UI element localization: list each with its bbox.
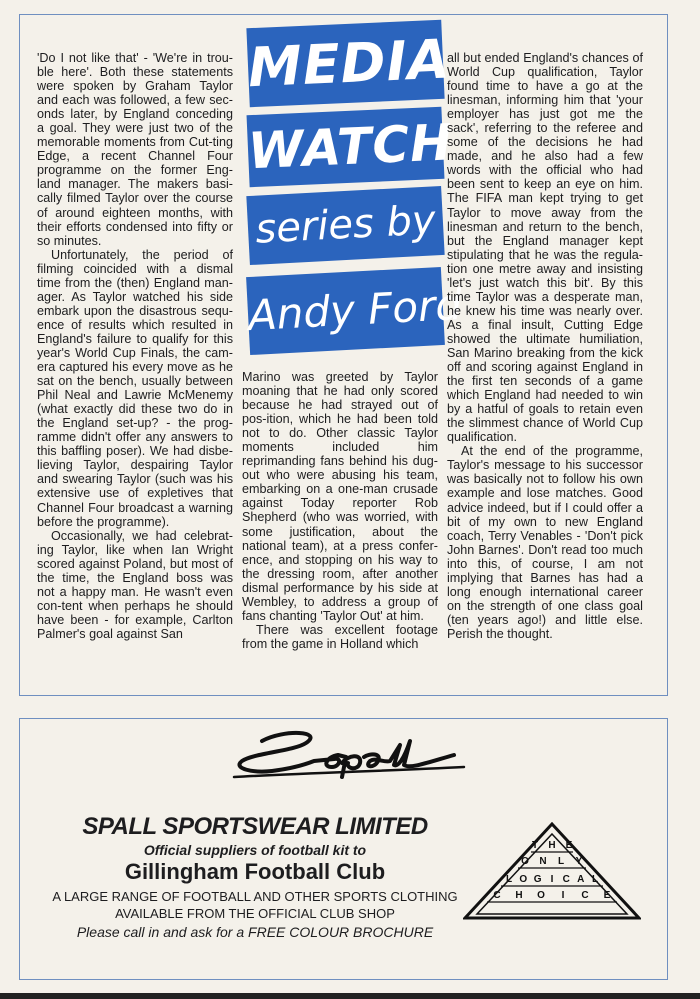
paragraph: Occasionally, we had celebrat-ing Taylor, like when Ian Wright scored against Poland, but most of the time, the England boss was not a happy man. He wasn't even con-tent when perhaps he should have been - for example, Carlton Palmer's goal against San <box>37 528 233 641</box>
article-column-3 <box>447 51 643 641</box>
triangle-letter: N <box>539 856 547 867</box>
range-line-2: AVAILABLE FROM THE OFFICIAL CLUB SHOP <box>115 906 395 921</box>
article-column-1 <box>37 51 233 641</box>
article-column-2 <box>242 370 438 651</box>
masthead-author: Andy Ford <box>246 267 445 355</box>
masthead-watch: WATCH <box>247 107 445 187</box>
brochure-call-line: Please call in and ask for a FREE COLOUR BROCHURE <box>76 924 434 940</box>
paragraph: Unfortunately, the period of filming coincided with a dismal time from the (then) England man-ager. As Taylor watched his side embark upon the disastrous sequ-ence of results which resulted in England's failure to qualify for this year's World Cup Finals, the cam-era captured his every move as he sat on the bench, usually between Phil Neal and Lawrie McMenemy (what exactly did these two do in the England set-up? - the prog-ramme didn't offer any answers to this baffling poser). We had disbe-lieving Taylor, despairing Taylor and swearing Taylor (such was his extensive use of expletives that Channel Four broadcast a warning before the programme). <box>37 247 233 529</box>
triangle-letter: C <box>493 890 501 901</box>
triangle-letter: E <box>603 890 611 901</box>
triangle-letter: C <box>581 890 589 901</box>
triangle-letter: T <box>531 840 539 851</box>
triangle-letter: O <box>537 890 545 901</box>
spall-signature-logo <box>214 727 474 797</box>
paragraph: At the end of the programme, Taylor's message to his successor was basically not to follow his own example and lose matches. Good advice indeed, but if I could offer a bit of my own to new England coach, Terry Venables - 'Don't pick John Barnes'. Don't read too much into this, of course, I am not implying that Barnes has had a long enough international career on the strength of one class goal (ten years ago!) and little else. Perish the thought. <box>447 444 643 641</box>
paragraph: Marino was greeted by Taylor moaning that he had only scored because he had strayed out of pos-ition, which he had been told not to do. Other classic Taylor moments included him reprimanding fans behind his dug-out who were abusing his team, embarking on a one-man crusade against Today reporter Rob Shepherd (who was worried, with some justification, about the national team), at a press confer-ence, and stopping on his way to the dressing room, after another dismal performance by his side at Wembley, to address a group of fans chanting 'Taylor Out' at him. <box>242 370 438 623</box>
triangle-letter: H <box>515 890 523 901</box>
paragraph: 'Do I not like that' - 'We're in trou-ble here'. Both these statements were spoken by Graham Taylor and each was followed, a few sec-onds later, by England conceding a goal. They were just two of the memorable moments from Cut-ting Edge, a recent Channel Four programme on the former Eng-land manager. The makers basi-cally filmed Taylor over the course of around eighteen months, with their efforts condensed into fifty or so minutes. <box>37 51 233 248</box>
triangle-letter: C <box>562 874 570 885</box>
page-bottom-bar <box>0 993 700 999</box>
paragraph: all but ended England's chances of World Cup qualification, Taylor found time to have a go at the linesman, informing him that 'your employer has just got me the sack', referring to the referee and some of the decisions he had made, and he also had a few words with the official who had been sent to keep an eye on him. The FIFA man kept trying to get Taylor to move away from the linesman and return to the bench, but the England manager kept stipulating that he was the regula-tion one metre away and insisting 'let's just watch this bit'. By this time Taylor was a desperate man, he knew his time was nearly over. As a final insult, Cutting Edge showed the ultimate humiliation, San Marino breaking from the kick off and scoring against England in the first ten seconds of a game which England had needed to win by a hatful of goals to retain even the slimmest chance of World Cup qualification. <box>447 51 643 445</box>
triangle-letter: E <box>565 840 573 851</box>
triangle-letter: I <box>550 874 554 885</box>
triangle-letter: L <box>557 856 565 867</box>
official-suppliers-line: Official suppliers of football kit to <box>143 842 367 858</box>
triangle-letter: O <box>521 856 529 867</box>
logical-choice-triangle-logo <box>463 822 641 922</box>
range-line-1: A LARGE RANGE OF FOOTBALL AND OTHER SPORTS CLOTHING <box>52 889 458 904</box>
triangle-letter: O <box>519 874 528 885</box>
masthead-media: MEDIA <box>246 20 444 107</box>
club-name: Gillingham Football Club <box>124 859 386 884</box>
triangle-letter: G <box>533 874 542 885</box>
triangle-letter: A <box>577 874 585 885</box>
triangle-letter: I <box>561 890 565 901</box>
paragraph: There was excellent footage from the game in Holland which <box>242 622 438 651</box>
company-name: SPALL SPORTSWEAR LIMITED <box>82 813 428 840</box>
triangle-letter: L <box>505 874 513 885</box>
triangle-letter: L <box>591 874 599 885</box>
triangle-letter: Y <box>575 856 583 867</box>
triangle-letter: H <box>548 840 556 851</box>
masthead-series-by: series by <box>246 186 444 265</box>
